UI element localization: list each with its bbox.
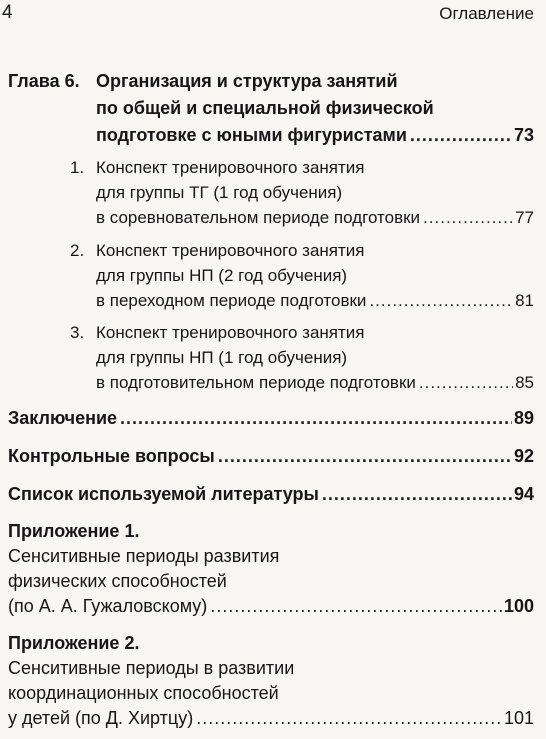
- section-number: 3.: [70, 323, 85, 342]
- toc-entry-questions[interactable]: [8, 445, 534, 467]
- appendix-1-label: Приложение 1.: [8, 521, 140, 541]
- toc-entry-appendix-2[interactable]: [8, 707, 534, 729]
- section-3-line-1: [70, 322, 365, 344]
- leader-dots: [369, 290, 513, 312]
- chapter-6-title-text: Организация и структура занятий: [96, 71, 398, 91]
- leader-dots: [196, 707, 502, 729]
- section-number: 1.: [70, 158, 85, 177]
- appendix-2-line-2: координационных способностей: [8, 683, 279, 703]
- entry-title: (по А. А. Гужаловскому): [8, 596, 208, 616]
- section-text: для группы НП (1 год обучения): [96, 348, 348, 367]
- section-text: для группы НП (2 год обучения): [96, 266, 348, 285]
- entry-title: у детей (по Д. Хиртцу): [8, 708, 194, 728]
- section-text: в подготовительном периоде подготовки: [96, 373, 416, 392]
- chapter-6-label: Глава 6.: [8, 71, 80, 91]
- page-ref: 89: [513, 408, 534, 428]
- page-ref: 101: [503, 708, 534, 728]
- appendix-2-label: Приложение 2.: [8, 633, 140, 653]
- section-text: Конспект тренировочного занятия: [96, 323, 365, 342]
- toc-entry-section-2[interactable]: [96, 290, 534, 312]
- leader-dots: [419, 372, 513, 394]
- page-ref: 85: [515, 373, 534, 392]
- section-text: для группы ТГ (1 год обучения): [96, 183, 343, 202]
- page-ref: 77: [515, 208, 534, 227]
- chapter-6-title-line-1: [8, 70, 398, 92]
- leader-dots: [120, 407, 512, 429]
- section-text: в переходном периоде подготовки: [96, 291, 367, 310]
- section-2-line-2: [96, 265, 347, 287]
- page-ref: 94: [513, 484, 534, 504]
- page-ref: 92: [513, 446, 534, 466]
- running-head: Оглавление: [439, 4, 534, 23]
- leader-dots: [410, 124, 512, 146]
- toc-entry-section-3[interactable]: [96, 372, 534, 394]
- appendix-1-line-1: Сенситивные периоды развития: [8, 546, 280, 566]
- section-1-line-1: [70, 157, 365, 179]
- section-text: Конспект тренировочного занятия: [96, 241, 365, 260]
- toc-entry-literature[interactable]: [8, 483, 534, 505]
- chapter-6-title-line-2: [96, 97, 434, 119]
- appendix-2-line-1: Сенситивные периоды в развитии: [8, 658, 295, 678]
- page-ref: 81: [515, 291, 534, 310]
- leader-dots: [210, 595, 502, 617]
- page-ref: 100: [503, 596, 534, 616]
- toc-entry-appendix-1[interactable]: [8, 595, 534, 617]
- toc-entry-chapter-6[interactable]: [96, 124, 534, 146]
- section-text: в соревновательном периоде подготовки: [96, 208, 421, 227]
- entry-title: Контрольные вопросы: [8, 446, 215, 466]
- chapter-6-title-text: по общей и специальной физической: [96, 98, 434, 118]
- entry-title: Список используемой литературы: [8, 484, 319, 504]
- leader-dots: [218, 445, 512, 467]
- section-text: Конспект тренировочного занятия: [96, 158, 365, 177]
- page-number: 4: [2, 2, 13, 23]
- section-1-line-2: [96, 182, 342, 204]
- section-number: 2.: [70, 241, 85, 260]
- toc-entry-conclusion[interactable]: [8, 407, 534, 429]
- chapter-6-title-text: подготовке с юными фигуристами: [96, 125, 407, 145]
- page-header: [0, 0, 546, 30]
- entry-title: Заключение: [8, 408, 118, 428]
- section-2-line-1: [70, 240, 365, 262]
- page-ref: 73: [513, 125, 534, 145]
- leader-dots: [423, 207, 513, 229]
- section-3-line-2: [96, 347, 347, 369]
- leader-dots: [322, 483, 512, 505]
- toc-entry-section-1[interactable]: [96, 207, 534, 229]
- appendix-1-line-2: физических способностей: [8, 571, 227, 591]
